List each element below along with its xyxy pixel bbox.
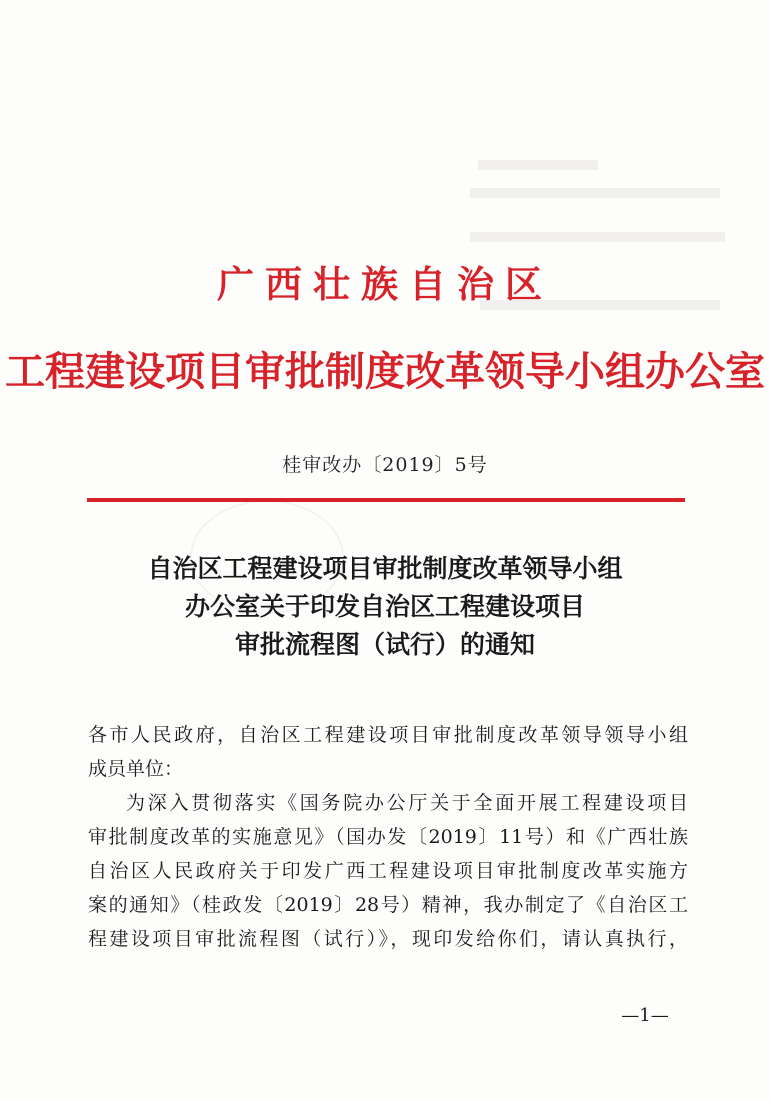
red-divider-line: [87, 498, 685, 502]
title-line: 自治区工程建设项目审批制度改革领导小组: [147, 554, 623, 583]
body-line: 案的通知》（桂政发〔2019〕28号）精神，我办制定了《自治区工: [88, 894, 688, 916]
show-through-artifact: [470, 188, 720, 198]
title-line: 办公室关于印发自治区工程建设项目: [184, 592, 585, 621]
title-line: 审批流程图（试行）的通知: [234, 630, 535, 659]
body-line-addressee-cont: 成员单位：: [88, 758, 184, 780]
body-line: 审批制度改革的实施意见》（国办发〔2019〕11号）和《广西壮族: [88, 826, 688, 848]
body-line: 程建设项目审批流程图（试行）》，现印发给你们，请认真执行，: [88, 928, 688, 950]
body-line: 自治区人民政府关于印发广西工程建设项目审批制度改革实施方: [88, 860, 688, 882]
document-number: 桂审改办〔2019〕5号: [282, 454, 488, 476]
body-line-addressee: 各市人民政府，自治区工程建设项目审批制度改革领导领导小组: [88, 724, 688, 746]
issuing-org-region: 广西壮族自治区: [217, 263, 553, 306]
show-through-artifact: [470, 232, 725, 242]
document-title: [0, 550, 770, 664]
issuing-org-name: 工程建设项目审批制度改革领导小组办公室: [5, 349, 765, 395]
body-line: 为深入贯彻落实《国务院办公厅关于全面开展工程建设项目: [126, 792, 688, 814]
show-through-artifact: [478, 160, 598, 170]
document-body: [88, 718, 688, 956]
page-number: —1—: [621, 1005, 669, 1026]
